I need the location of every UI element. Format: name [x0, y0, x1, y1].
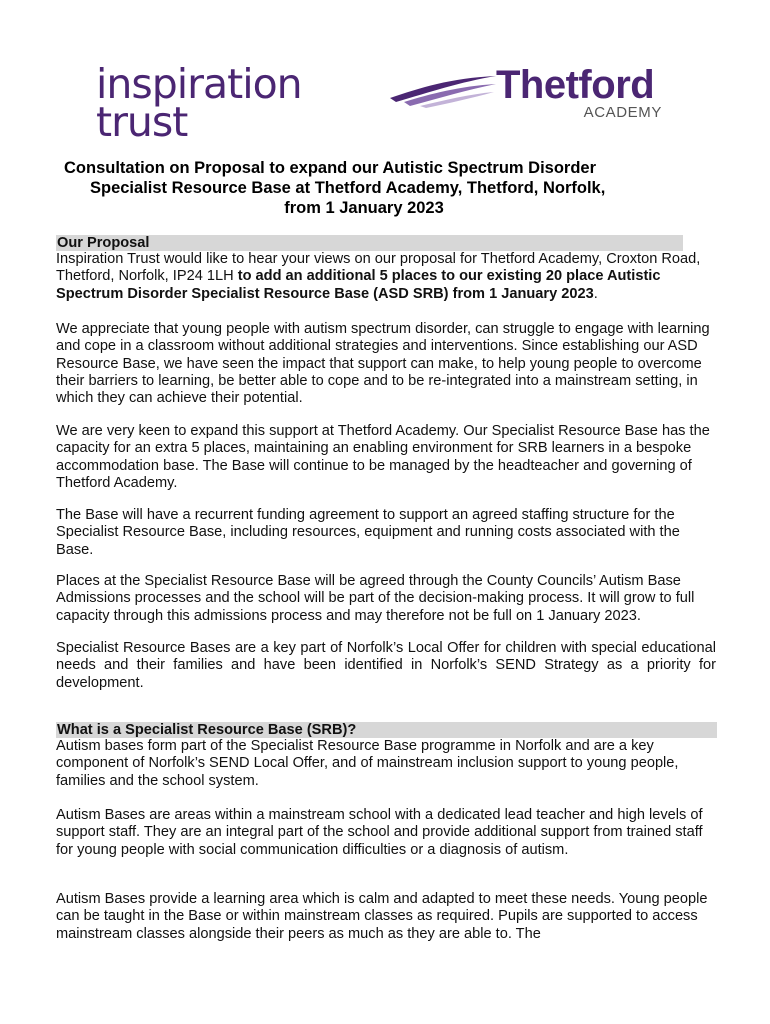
paragraph-text: We are very keen to expand this support at Thetford Academy. Our Specialist Resource Base has the capacity for an extra 5 places, maintaining an enabling environment for SRB learners in a bespoke accommodation base. The Base will continue to be managed by the headteacher and governing of Thetford Academy. [56, 423, 710, 491]
title-line-3: from 1 January 2023 [284, 199, 444, 217]
section-our-proposal [56, 235, 716, 303]
proposal-intro [56, 251, 716, 303]
document-title [60, 158, 660, 218]
paragraph [56, 640, 716, 692]
paragraph [56, 573, 716, 625]
paragraph [56, 891, 716, 943]
intro-text: Inspiration Trust would like to hear your views on our proposal for Thetford Academy, Croxton Road, Thetford, Norfolk, IP24 1LH [56, 251, 701, 285]
paragraph-text: Places at the Specialist Resource Base will be agreed through the County Councils’ Autism Base Admissions processes and the school will be part of the decision-making process. It will grow to full capacity through this admissions process and may therefore not be full on 1 January 2023. [56, 573, 695, 624]
paragraph-text: Autism Bases are areas within a mainstream school with a dedicated lead teacher and high levels of support staff. They are an integral part of the school and provide additional support from trained staff for young people with social communication difficulties or a diagnosis of autism. [56, 807, 703, 858]
paragraph [56, 807, 716, 859]
section-heading: Our Proposal [56, 235, 683, 251]
logo-text-line2: trust [96, 98, 188, 146]
paragraph-text: Specialist Resource Bases are a key part of Norfolk’s Local Offer for children with special educational needs and their families and have been identified in Norfolk’s SEND Strategy as a priority for development. [56, 640, 716, 691]
paragraph [56, 321, 716, 407]
swoosh-icon [390, 70, 498, 110]
paragraph-text: Autism bases form part of the Specialist Resource Base programme in Norfolk and are a key component of Norfolk’s SEND Local Offer, and of mainstream inclusion support to young people, families and the school system. [56, 738, 679, 789]
paragraph-text: We appreciate that young people with autism spectrum disorder, can struggle to engage with learning and cope in a classroom without additional strategies and interventions. Since establishing our ASD Resource Base, we have seen the impact that support can make, to help young people to overcome their barriers to learning, be better able to cope and to be re-integrated into a mainstream setting, in which they can achieve their potential. [56, 321, 710, 407]
paragraph-text: Autism Bases provide a learning area which is calm and adapted to meet these needs. Young people can be taught in the Base or within mainstream classes as required. Pupils are supported to access mainstream classes alongside their peers as much as they are able to. The [56, 891, 708, 942]
paragraph [56, 423, 716, 492]
logo-thetford-name: Thetford [496, 63, 655, 107]
logo-text-line1: inspiration [96, 60, 302, 108]
title-line-2: Specialist Resource Base at Thetford Academy, Thetford, Norfolk, [90, 179, 606, 197]
section-what-is-srb [56, 722, 716, 790]
intro-end: . [593, 285, 598, 302]
paragraph [56, 507, 716, 559]
logo-thetford-sub: ACADEMY [583, 104, 662, 121]
section-heading: What is a Specialist Resource Base (SRB)? [56, 722, 717, 738]
inspiration-trust-logo [96, 60, 316, 146]
thetford-academy-logo [376, 64, 668, 134]
paragraph-text: The Base will have a recurrent funding agreement to support an agreed staffing structure for the Specialist Resource Base, including resources, equipment and running costs associated with the Base. [56, 507, 680, 558]
intro-bold-text: to add an additional 5 places to our existing 20 place Autistic Spectrum Disorder Specialist Resource Base (ASD SRB) from 1 January 2023 [56, 268, 661, 302]
title-line-1: Consultation on Proposal to expand our Autistic Spectrum Disorder [64, 159, 597, 177]
